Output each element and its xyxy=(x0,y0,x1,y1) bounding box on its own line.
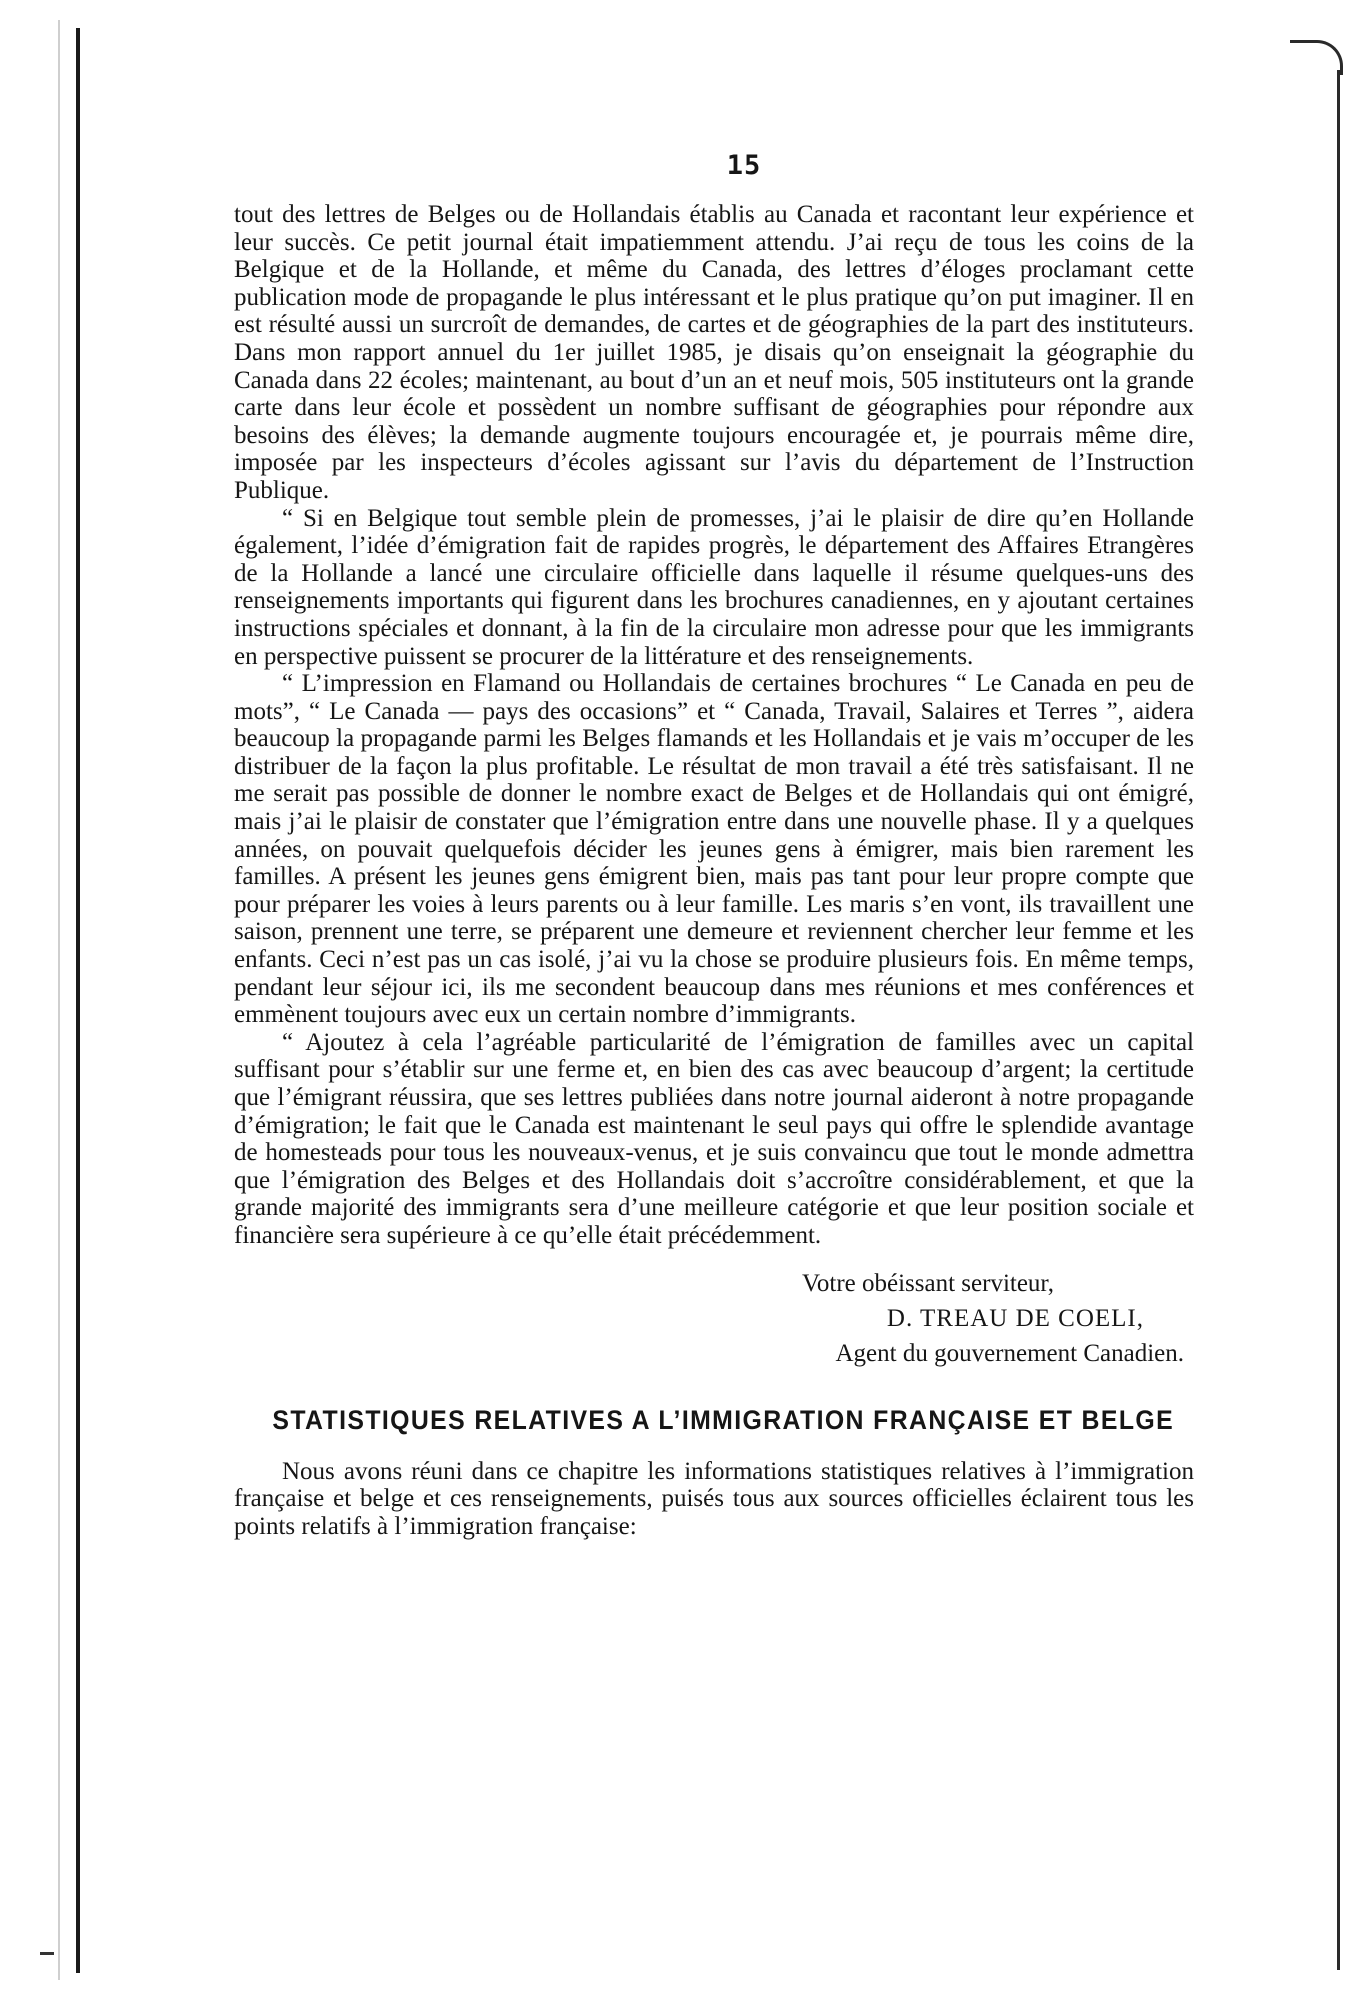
body-paragraph-2: “ Si en Belgique tout semble plein de promesses, j’ai le plaisir de dire qu’en Hollande également, l’idée d’émigration fait de rapides progrès, le département des Affaires Etrangères de la Hollande a lancé une circulaire officielle dans laquelle il résume quelques-uns des renseignements importants qui figurent dans les brochures canadiennes, en y ajoutant certaines instructions spéciales et donnant, à la fin de la circulaire mon adresse pour que les immigrants en perspective puissent se procurer de la littérature et des renseignements. xyxy=(234,504,1194,670)
scan-mark xyxy=(40,1952,54,1955)
page-content xyxy=(234,150,1194,1540)
signature-title: Agent du gouvernement Canadien. xyxy=(835,1339,1184,1367)
page-right-edge xyxy=(1337,70,1340,1970)
page-corner xyxy=(1290,40,1343,75)
page-left-edge xyxy=(76,28,80,1973)
body-paragraph-4: “ Ajoutez à cela l’agréable particularité de l’émigration de familles avec un capital suffisant pour s’établir sur une ferme et, en bien des cas avec beaucoup d’argent; la certitude que l’émigrant réussira, que ses lettres publiées dans notre journal aideront à notre propagande d’émigration; le fait que le Canada est maintenant le seul pays qui offre le splendide avantage de homesteads pour tous les nouveaux-venus, et je suis convaincu que tout le monde admettra que l’émigration des Belges et des Hollandais doit s’accroître considérablement, et que la grande majorité des immigrants sera d’une meilleure catégorie et que leur position sociale et financière sera supérieure à ce qu’elle était précédemment. xyxy=(234,1028,1194,1249)
signature-closing: Votre obéissant serviteur, xyxy=(802,1269,1054,1297)
signature-block xyxy=(234,1266,1194,1371)
signature-name: D. TREAU DE COELI, xyxy=(886,1304,1144,1332)
section-intro-paragraph: Nous avons réuni dans ce chapitre les informations statistiques relatives à l’immigration française et belge et ces renseignements, puisés tous aux sources officielles éclairent tous les points relatifs à l’immigration française: xyxy=(234,1457,1194,1540)
binding-shadow xyxy=(58,20,60,1980)
body-paragraph-3: “ L’impression en Flamand ou Hollandais de certaines brochures “ Le Canada en peu de mots”, “ Le Canada — pays des occasions” et “ Canada, Travail, Salaires et Terres ”, aidera beaucoup la propagande parmi les Belges flamands et les Hollandais et je vais m’occuper de les distribuer de la façon la plus profitable. Le résultat de mon travail a été très satisfaisant. Il ne me serait pas possible de donner le nombre exact de Belges et de Hollandais qui ont émigré, mais j’ai le plaisir de constater que l’émigration entre dans une nouvelle phase. Il y a quelques années, on pouvait quelquefois décider les jeunes gens à émigrer, mais bien rarement les familles. A présent les jeunes gens émigrent bien, mais pas tant pour leur propre compte que pour préparer les voies à leurs parents ou à leur famille. Les maris s’en vont, ils travaillent une saison, prennent une terre, se préparent une demeure et reviennent chercher leur femme et les enfants. Ceci n’est pas un cas isolé, j’ai vu la chose se produire plusieurs fois. En même temps, pendant leur séjour ici, ils me secondent beaucoup dans mes réunions et mes conférences et emmènent toujours avec eux un certain nombre d’immigrants. xyxy=(234,670,1194,1029)
page-number: 15 xyxy=(726,150,762,181)
section-heading: STATISTIQUES RELATIVES A L’IMMIGRATION FRANÇAISE ET BELGE xyxy=(272,1404,1175,1435)
body-paragraph-1: tout des lettres de Belges ou de Hollandais établis au Canada et racontant leur expérience et leur succès. Ce petit journal était impatiemment attendu. J’ai reçu de tous les coins de la Belgique et de la Hollande, et même du Canada, des lettres d’éloges proclamant cette publication mode de propagande le plus intéressant et le plus pratique qu’on put imaginer. Il en est résulté aussi un surcroît de demandes, de cartes et de géographies de la part des instituteurs. Dans mon rapport annuel du 1er juillet 1985, je disais qu’on enseignait la géographie du Canada dans 22 écoles; maintenant, au bout d’un an et neuf mois, 505 instituteurs ont la grande carte dans leur école et possèdent un nombre suffisant de géographies pour répondre aux besoins des élèves; la demande augmente toujours encouragée et, je pourrais même dire, imposée par les inspecteurs d’écoles agissant sur l’avis du département de l’Instruction Publique. xyxy=(234,201,1194,504)
